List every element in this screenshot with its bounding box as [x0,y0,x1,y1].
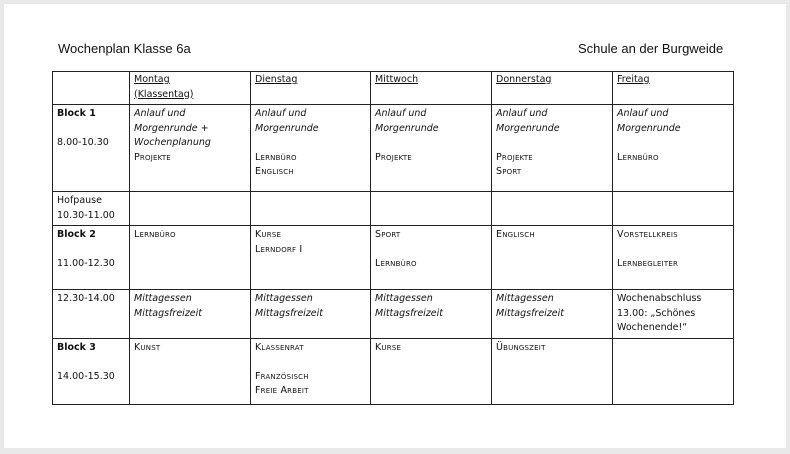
block-label: Block 3 [57,341,96,353]
activity: Anlauf und [617,108,669,119]
activity: Kurse [375,341,402,353]
schedule-cell [251,290,371,339]
schedule-cell [613,192,734,226]
activity: Sport [375,229,401,240]
activity: 13.00: „Schönes [617,307,696,319]
time-range: 12.30-14.00 [57,293,115,304]
day-name: Freitag [617,74,650,85]
schedule-cell [130,192,251,226]
activity: Anlauf und [255,108,307,119]
schedule-cell [371,226,492,290]
time-range: 8.00-10.30 [57,137,109,148]
activity: Mittagessen [255,293,313,304]
document-page [4,4,786,448]
table-row-block-3 [53,338,734,404]
activity: Kurse [255,229,282,240]
schedule-cell [130,338,251,404]
activity: Freie Arbeit [255,385,309,396]
day-name: Dienstag [255,74,298,85]
activity: Lernbüro [255,151,297,163]
time-label-cell [53,226,130,290]
school-name: Schule an der Burgweide [578,41,724,56]
activity: Anlauf und [375,108,427,119]
schedule-cell [492,226,613,290]
activity: Wochenabschluss [617,293,702,304]
plan-title: Wochenplan Klasse 6a [58,41,191,56]
activity: Übungszeit [496,341,546,353]
schedule-cell [130,226,251,290]
table-row-block-1 [53,105,734,192]
activity: Morgenrunde + [134,122,209,134]
day-name: Montag [134,74,170,85]
schedule-cell [251,192,371,226]
activity: Kunst [134,341,161,353]
corner-cell [53,72,130,105]
activity: Englisch [496,229,535,240]
day-name: Mittwoch [375,74,419,85]
time-label-cell [53,192,130,226]
activity: Mittagessen [375,293,433,304]
time-range: 11.00-12.30 [57,258,115,269]
activity: Anlauf und [496,108,548,119]
schedule-cell [492,192,613,226]
time-label-cell [53,290,130,339]
activity: Projekte [496,151,533,163]
activity: Projekte [375,151,412,163]
day-header-thursday [492,72,613,105]
day-header-friday [613,72,734,105]
block-label: Block 1 [57,108,96,119]
activity: Projekte [134,151,171,163]
activity: Mittagsfreizeit [375,307,444,319]
activity: Lerndorf I [255,243,303,255]
schedule-cell [130,290,251,339]
day-header-monday [130,72,251,105]
activity: Lernbegleiter [617,258,679,269]
schedule-cell [613,226,734,290]
schedule-cell [371,105,492,192]
activity: Morgenrunde [375,122,439,134]
schedule-cell [371,338,492,404]
activity: Mittagsfreizeit [496,307,565,319]
schedule-cell [130,105,251,192]
table-row-block-2 [53,226,734,290]
break-label: Hofpause [57,195,102,206]
time-range: 10.30-11.00 [57,209,115,221]
day-header-tuesday [251,72,371,105]
block-label: Block 2 [57,229,96,240]
schedule-cell [251,226,371,290]
header-row [53,72,734,105]
schedule-cell [371,192,492,226]
activity: Französisch [255,370,309,382]
activity: Lernbüro [134,229,176,240]
activity: Anlauf und [134,108,186,119]
activity: Mittagsfreizeit [255,307,324,319]
day-header-wednesday [371,72,492,105]
weekly-schedule-table [52,71,734,405]
schedule-cell [492,290,613,339]
schedule-cell [251,105,371,192]
activity: Lernbüro [375,258,417,269]
time-label-cell [53,105,130,192]
time-label-cell [53,338,130,404]
schedule-cell [492,105,613,192]
activity: Mittagsfreizeit [134,307,203,319]
table-row-lunch [53,290,734,339]
activity: Mittagessen [496,293,554,304]
activity: Klassenrat [255,341,304,353]
activity: Mittagessen [134,293,192,304]
activity: Vorstellkreis [617,229,678,240]
activity: Lernbüro [617,151,659,163]
activity: Wochenende!“ [617,322,688,333]
activity: Morgenrunde [617,122,681,134]
schedule-cell [251,338,371,404]
time-range: 14.00-15.30 [57,370,115,382]
activity: Sport [496,166,522,177]
activity: Morgenrunde [496,122,560,134]
schedule-cell [492,338,613,404]
activity: Morgenrunde [255,122,319,134]
table-row-break [53,192,734,226]
schedule-cell [613,338,734,404]
day-name: Donnerstag [496,74,552,85]
activity: Wochenplanung [134,137,211,148]
schedule-cell [613,105,734,192]
day-note: (Klassentag) [134,88,194,100]
schedule-cell [371,290,492,339]
schedule-cell [613,290,734,339]
activity: Englisch [255,166,294,177]
